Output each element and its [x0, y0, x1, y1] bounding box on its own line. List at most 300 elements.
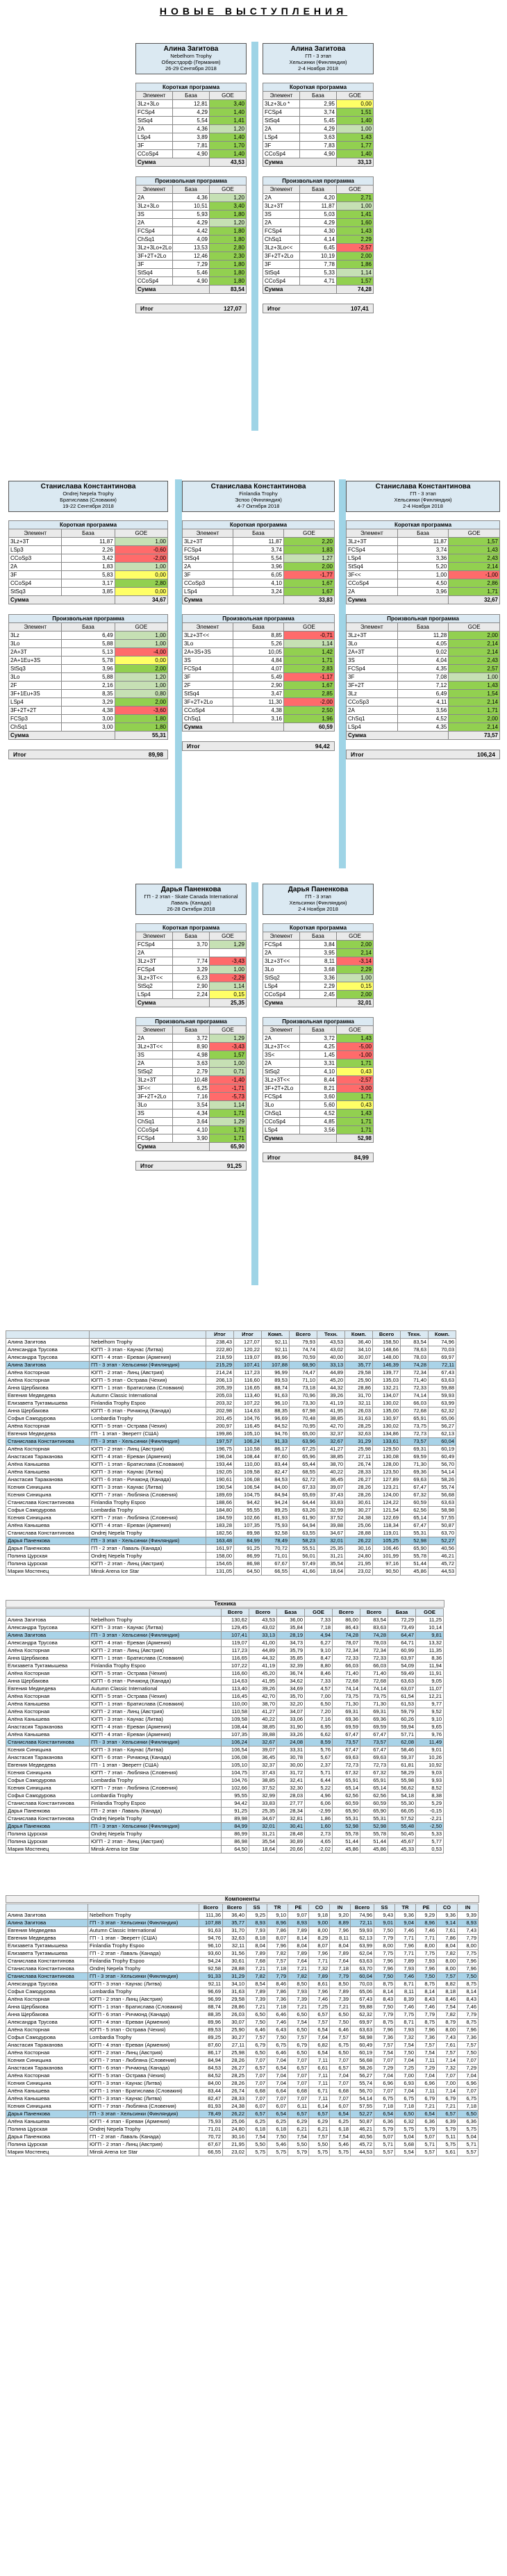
score-cell: 35,85	[277, 1655, 305, 1662]
score-cell: 9,93	[416, 1777, 444, 1785]
ranking-row	[6, 1453, 456, 1461]
score-cell: 7,18	[267, 1965, 288, 1973]
score-cell: 7,04	[330, 2072, 351, 2080]
ranking-col-header: Всего	[223, 1904, 247, 1912]
score-cell: 6,57	[309, 2111, 330, 2118]
score-cell: 74,14	[401, 1392, 429, 1400]
element-goe: 0,43	[337, 1101, 374, 1109]
element-name: 2A	[136, 219, 173, 227]
score-cell: 45,86	[401, 1568, 429, 1576]
score-cell: 6,50	[247, 2011, 267, 2019]
score-cell: 109,58	[222, 1716, 249, 1724]
score-cell: 40,22	[317, 1469, 345, 1476]
score-cell: 63,70	[429, 1530, 456, 1537]
score-cell: 193,44	[206, 1461, 234, 1469]
score-cell: 87,60	[199, 2042, 223, 2049]
element-name: LSp4	[263, 133, 300, 142]
event-name: ЮГП - 1 этап - Братислава (Словакия)	[90, 1461, 206, 1469]
element-row	[263, 244, 374, 252]
element-name: CCoSp4	[263, 277, 300, 286]
element-goe: 1,57	[337, 277, 374, 286]
ranking-col-header: TR	[395, 1904, 416, 1912]
score-cell: 96,69	[199, 1988, 223, 1996]
element-name: FCSp4	[347, 665, 398, 673]
element-name: FCSp4	[263, 227, 300, 236]
score-cell: 199,86	[206, 1430, 234, 1438]
score-cell: 7,11	[309, 2057, 330, 2065]
score-cell: 51,44	[333, 1838, 360, 1846]
score-cell: 58,26	[351, 2065, 374, 2072]
skater-name: Станислава Константинова	[375, 483, 471, 490]
score-cell: 65,91	[333, 1777, 360, 1785]
score-cell: 7,89	[309, 1973, 330, 1981]
score-cell: 26,27	[345, 1476, 373, 1484]
element-name: FCSp4	[136, 227, 173, 236]
element-goe: 1,80	[115, 715, 167, 723]
element-goe: 1,80	[210, 261, 247, 269]
event-name: ЮГП - 1 этап - Братислава (Словакия)	[90, 1385, 206, 1392]
score-cell: 7,57	[458, 2042, 479, 2049]
col-goe: GOE	[210, 1026, 247, 1034]
element-name: 2A+3T	[347, 648, 398, 657]
sum-label: Сумма	[136, 286, 210, 294]
element-base: 11,87	[233, 538, 284, 546]
score-cell: 51,44	[360, 1838, 388, 1846]
element-base: 2,29	[300, 982, 337, 991]
element-name: StSq3	[9, 588, 62, 596]
sum-label: Сумма	[347, 596, 449, 604]
element-name: 3S	[136, 1109, 173, 1118]
score-cell: 7,11	[309, 2072, 330, 2080]
element-goe: 3,40	[210, 100, 247, 108]
score-cell: 6,57	[247, 2111, 267, 2118]
score-cell: 10,26	[416, 1754, 444, 1762]
element-row	[183, 640, 335, 648]
score-cell: 69,59	[401, 1453, 429, 1461]
score-cell: 9,65	[416, 1724, 444, 1731]
score-cell: 72,73	[401, 1430, 429, 1438]
ranking-col-header: Техн.	[317, 1331, 345, 1339]
score-cell: 92,58	[262, 1530, 290, 1537]
event-name: ЮГП - 6 этап - Ричмонд (Канада)	[88, 2065, 199, 2072]
score-cell: 41,19	[317, 1400, 345, 1407]
score-cell: 105,10	[234, 1430, 262, 1438]
score-cell: 84,53	[199, 2065, 223, 2072]
score-cell: 7,57	[309, 2133, 330, 2141]
score-cell: 7,71	[309, 1958, 330, 1965]
element-base: 4,10	[173, 1126, 210, 1134]
table-title-row	[136, 924, 247, 932]
ranking-col-header: Комп.	[429, 1331, 456, 1339]
element-row	[183, 631, 335, 640]
score-cell: 5,71	[305, 1769, 333, 1777]
score-cell: 71,30	[401, 1461, 429, 1469]
score-cell: 7,04	[267, 2072, 288, 2080]
element-table	[346, 520, 500, 604]
score-cell: 130,97	[373, 1415, 401, 1423]
score-cell: -2,21	[416, 1815, 444, 1823]
event-name: ЮГП - 3 этап - Каунас (Литва)	[90, 1747, 222, 1754]
score-cell: 54,14	[429, 1469, 456, 1476]
element-row	[9, 554, 168, 563]
element-base: 11,87	[62, 538, 115, 546]
element-goe: 2,86	[449, 579, 500, 588]
element-goe: 2,57	[449, 665, 500, 673]
element-name: StSq4	[136, 269, 173, 277]
element-goe: 2,83	[284, 665, 335, 673]
sum-value: 32,01	[337, 999, 374, 1007]
score-cell: 41,27	[249, 1708, 277, 1716]
sum-value: 73,57	[449, 732, 500, 740]
score-cell: 7,57	[267, 1958, 288, 1965]
element-name: 3Lo	[136, 1101, 173, 1109]
skater-name-box	[135, 43, 247, 74]
score-cell: 69,36	[401, 1469, 429, 1476]
score-cell: 73,57	[333, 1739, 360, 1747]
element-base: 4,10	[233, 579, 284, 588]
event-name: ГП - 2 этап - Skate Canada International	[144, 893, 238, 900]
score-cell: 192,05	[206, 1469, 234, 1476]
element-goe: 2,29	[337, 966, 374, 974]
score-cell: 7,82	[247, 1973, 267, 1981]
element-name: 3F<<	[347, 571, 398, 579]
element-row	[347, 563, 500, 571]
element-goe: -1,17	[284, 673, 335, 682]
score-cell: 7,39	[247, 1996, 267, 2004]
score-cell: 7,33	[305, 1617, 333, 1624]
ranking-col-header: База	[388, 1609, 416, 1617]
element-base: 5,83	[62, 571, 115, 579]
element-base: 4,85	[300, 1118, 337, 1126]
element-row	[263, 1101, 374, 1109]
score-cell: 94,42	[222, 1800, 249, 1808]
score-cell: 6,68	[330, 2088, 351, 2095]
score-cell: 68,55	[290, 1469, 317, 1476]
score-cell: 119,07	[234, 1354, 262, 1362]
score-cell: 8,71	[395, 2019, 416, 2026]
score-cell: 37,43	[249, 1769, 277, 1777]
score-cell: 92,11	[262, 1339, 290, 1346]
score-cell: 203,32	[206, 1400, 234, 1407]
score-cell: 182,56	[206, 1530, 234, 1537]
element-name: 3S	[263, 210, 300, 219]
score-cell: 6,36	[374, 2118, 395, 2126]
score-cell: 29,58	[223, 1996, 247, 2004]
element-base: 4,36	[173, 194, 210, 202]
score-cell: 72,11	[429, 1362, 456, 1369]
score-cell: 24,80	[345, 1553, 373, 1560]
score-cell: 8,75	[458, 1981, 479, 1988]
score-cell: 63,63	[388, 1678, 416, 1685]
score-cell: 28,88	[345, 1530, 373, 1537]
score-cell: 7,89	[288, 1927, 309, 1935]
score-cell: 56,01	[290, 1553, 317, 1560]
score-cell: 36,40	[223, 1912, 247, 1919]
element-goe: 1,83	[284, 546, 335, 554]
element-row	[347, 715, 500, 723]
element-name: 3Lz+3T	[347, 631, 398, 640]
sum-label: Сумма	[347, 732, 449, 740]
score-cell: 89,96	[262, 1354, 290, 1362]
ranking-col-header: Всего	[222, 1609, 249, 1617]
element-base: 5,20	[397, 563, 449, 571]
score-cell: 7,93	[416, 1958, 437, 1965]
score-cell: 89,25	[199, 2034, 223, 2042]
score-cell: 129,50	[373, 1446, 401, 1453]
col-base: База	[173, 185, 210, 194]
event-place: Лаваль (Канада)	[171, 900, 211, 906]
element-row	[183, 648, 335, 657]
element-goe: -2,29	[210, 974, 247, 982]
total-label: Итог	[187, 743, 200, 750]
sum-label: Сумма	[263, 999, 337, 1007]
element-row	[183, 563, 335, 571]
element-name: 3Lz+3T<<	[263, 1043, 300, 1051]
skater-name-box	[346, 481, 500, 512]
skater-name: Станислава Константинова	[6, 1739, 90, 1747]
score-cell: 88,74	[199, 2004, 223, 2011]
event-name: ГП - 3 этап	[410, 490, 436, 497]
element-base: 10,48	[173, 1076, 210, 1084]
element-row	[347, 554, 500, 563]
element-base: 10,19	[300, 252, 337, 261]
element-goe: 1,29	[210, 1034, 247, 1043]
element-name: ChSq1	[136, 1118, 173, 1126]
event-name: Ondrej Nepela Trophy	[88, 1965, 199, 1973]
score-cell: 41,19	[249, 1662, 277, 1670]
skater-name: Александра Трусова	[6, 1346, 90, 1354]
element-row	[263, 194, 374, 202]
score-cell: 32,99	[317, 1507, 345, 1514]
element-base: 1,00	[397, 571, 449, 579]
score-cell: 59,93	[351, 1927, 374, 1935]
sum-row	[263, 158, 374, 167]
score-cell: 72,33	[401, 1385, 429, 1392]
sum-value: 74,28	[337, 286, 374, 294]
event-name: ГП - 1 этап - Эверетт (США)	[90, 1762, 222, 1769]
score-cell: 6,96	[374, 2080, 395, 2088]
score-cell: 65,69	[290, 1492, 317, 1499]
score-cell: 200,97	[206, 1423, 234, 1430]
ranking-row	[6, 2019, 479, 2026]
element-row	[183, 571, 335, 579]
element-row	[263, 117, 374, 125]
score-cell: 34,67	[317, 1530, 345, 1537]
sum-row	[9, 596, 168, 604]
element-base: 4,90	[173, 277, 210, 286]
event-name: Finlandia Trophy Espoo	[90, 1662, 222, 1670]
score-cell: 6,50	[305, 1701, 333, 1708]
spacer	[8, 604, 168, 614]
score-cell: 183,28	[206, 1522, 234, 1530]
event-name: ГП - 3 этап - Хельсинки (Финляндия)	[90, 1823, 222, 1831]
element-name: 3F+2T+2T	[9, 707, 62, 715]
skater-name: Алёна Канышева	[6, 2118, 88, 2126]
element-goe: 2,30	[210, 252, 247, 261]
score-cell: 7,32	[309, 1965, 330, 1973]
score-cell: 6,21	[309, 2126, 330, 2133]
element-goe: 3,40	[210, 202, 247, 210]
score-cell: 9,20	[330, 1912, 351, 1919]
element-goe: 1,71	[210, 1134, 247, 1143]
ranking-row	[6, 1935, 479, 1942]
spacer	[182, 604, 335, 614]
element-base: 3,29	[173, 966, 210, 974]
score-cell: 5,79	[374, 2126, 395, 2133]
event-date: 26-28 Октября 2018	[167, 906, 215, 912]
skater-name: Мария Мостенец	[6, 2149, 88, 2156]
element-goe: 2,00	[337, 252, 374, 261]
element-goe: 2,43	[449, 657, 500, 665]
score-cell: 8,43	[374, 1996, 395, 2004]
event-name: ЮГП - 2 этап - Линц (Австрия)	[88, 1996, 199, 2004]
element-goe: 1,80	[115, 723, 167, 732]
score-cell: 42,70	[317, 1423, 345, 1430]
element-row	[9, 571, 168, 579]
element-name: 3Lo	[263, 966, 300, 974]
score-cell: 7,32	[395, 2034, 416, 2042]
score-cell: 26,22	[223, 2111, 247, 2118]
score-cell: 88,35	[199, 2011, 223, 2019]
event-name: ГП - 2 этап - Лаваль (Канада)	[88, 2133, 199, 2141]
element-goe: 1,43	[337, 1034, 374, 1043]
score-cell: 21,95	[345, 1560, 373, 1568]
score-cell: 104,76	[234, 1415, 262, 1423]
element-base: 8,85	[233, 631, 284, 640]
spacer	[8, 740, 168, 750]
event-name: ГП - 1 этап - Эверетт (США)	[88, 1935, 199, 1942]
score-cell: -0,15	[416, 1808, 444, 1815]
element-name: CCoSp4	[263, 1118, 300, 1126]
element-name: CCoSp4	[136, 1126, 173, 1134]
score-cell: 74,47	[290, 1369, 317, 1377]
skater-name: Анна Щербакова	[6, 1678, 90, 1685]
score-cell: 36,45	[317, 1476, 345, 1484]
score-cell: 7,18	[305, 1624, 333, 1632]
score-cell: 55,74	[429, 1484, 456, 1492]
element-goe: -2,57	[337, 1076, 374, 1084]
score-cell: 6,50	[288, 2011, 309, 2019]
event-name: Finlandia Trophy Espoo	[90, 1499, 206, 1507]
score-cell: 70,48	[290, 1415, 317, 1423]
score-cell: 7,07	[267, 2095, 288, 2103]
table-title: Короткая программа	[183, 521, 335, 529]
total-row	[182, 741, 335, 751]
event-name: Minsk Arena Ice Star	[88, 2149, 199, 2156]
element-goe: 1,40	[210, 108, 247, 117]
element-base: 4,25	[300, 1043, 337, 1051]
score-cell: 8,00	[437, 2026, 458, 2034]
element-name: 3Lz+3T<<	[183, 631, 233, 640]
skater-name: Ксения Синицына	[6, 1785, 90, 1792]
element-goe: 1,43	[337, 133, 374, 142]
element-name: ChSq1	[183, 715, 233, 723]
skater-name: Алина Загитова	[6, 1339, 90, 1346]
event-name: ЮГП - 5 этап - Острава (Чехия)	[90, 1377, 206, 1385]
score-cell: 106,46	[373, 1545, 401, 1553]
score-cell: 52,98	[401, 1537, 429, 1545]
score-cell: 7,07	[458, 2088, 479, 2095]
element-base: 7,74	[173, 957, 210, 966]
element-name: 3F	[263, 261, 300, 269]
ranking-row	[6, 1469, 456, 1476]
score-cell: 65,06	[351, 1988, 374, 1996]
score-cell: 64,44	[290, 1499, 317, 1507]
score-cell: 26,27	[223, 2065, 247, 2072]
element-row	[263, 236, 374, 244]
element-row	[136, 277, 247, 286]
score-cell: 5,71	[458, 2141, 479, 2149]
event-name: ЮГП - 2 этап - Линц (Австрия)	[88, 2049, 199, 2057]
skater-name: Полина Цурская	[6, 1560, 90, 1568]
ranking-col-header	[90, 1609, 222, 1617]
element-name: 3Lz	[9, 631, 62, 640]
score-cell: 7,18	[330, 1965, 351, 1973]
ranking-row	[6, 1522, 456, 1530]
element-goe: 1,71	[449, 707, 500, 715]
score-cell: 0,53	[416, 1846, 444, 1853]
score-cell: 45,86	[333, 1846, 360, 1853]
element-row	[136, 957, 247, 966]
event-name: ЮГП - 2 этап - Линц (Австрия)	[90, 1838, 222, 1846]
score-cell: 6,21	[288, 2126, 309, 2133]
skater-card	[346, 481, 500, 759]
element-goe: 1,41	[337, 210, 374, 219]
table-title-row	[347, 521, 500, 529]
skater-name: Полина Цурская	[6, 1838, 90, 1846]
score-cell: 5,71	[374, 2141, 395, 2149]
score-cell: 57,55	[429, 1514, 456, 1522]
col-goe: GOE	[449, 623, 500, 631]
element-goe	[210, 949, 247, 957]
element-row	[263, 277, 374, 286]
element-base: 3,95	[300, 949, 337, 957]
score-cell: 34,69	[277, 1685, 305, 1693]
score-cell: -2,50	[416, 1823, 444, 1831]
ranking-col-header: Комп.	[345, 1331, 373, 1339]
element-base: 4,35	[397, 665, 449, 673]
score-cell: 8,29	[309, 1935, 330, 1942]
col-goe: GOE	[284, 623, 335, 631]
element-name: CCoSp3	[9, 554, 62, 563]
score-cell: 9,05	[416, 1678, 444, 1685]
ranking-header	[6, 1904, 479, 1912]
element-goe: 1,14	[210, 982, 247, 991]
score-cell: 38,85	[317, 1415, 345, 1423]
score-cell: 83,54	[360, 1617, 388, 1624]
element-base: 3,17	[62, 579, 115, 588]
score-cell: 63,97	[388, 1655, 416, 1662]
element-base: 2,45	[300, 991, 337, 999]
score-cell: 44,89	[249, 1647, 277, 1655]
ranking-header	[6, 1609, 444, 1617]
score-cell: 60,59	[401, 1499, 429, 1507]
skater-name-box	[263, 884, 374, 915]
score-cell: 89,98	[222, 1815, 249, 1823]
element-name: StSq2	[263, 1068, 300, 1076]
score-cell: 7,50	[374, 2004, 395, 2011]
event-name: Lombardia Trophy	[90, 1507, 206, 1514]
element-base: 3,56	[300, 1126, 337, 1134]
element-base: 8,44	[300, 1076, 337, 1084]
score-cell: 6,75	[374, 2095, 395, 2103]
element-goe: -2,00	[115, 554, 167, 563]
element-row	[136, 1134, 247, 1143]
score-cell: 9,01	[374, 1919, 395, 1927]
score-cell: 63,26	[290, 1507, 317, 1514]
element-goe: 1,40	[210, 150, 247, 158]
element-name: 3F+2T+2Lo	[183, 698, 233, 707]
